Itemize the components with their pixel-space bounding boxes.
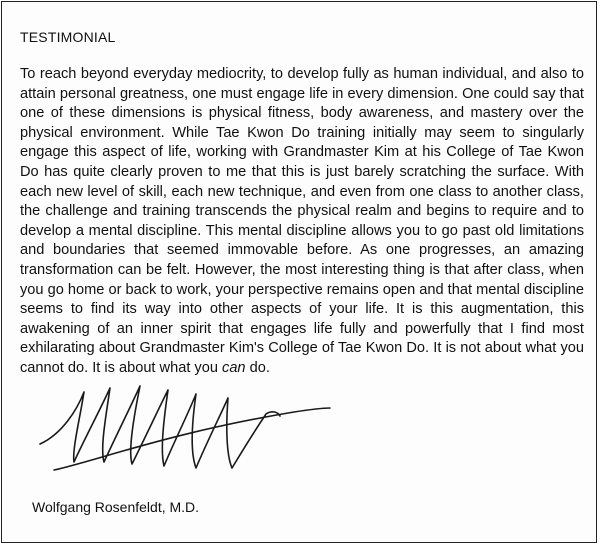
handwritten-signature <box>32 370 332 490</box>
testimonial-body-emphasis: can <box>222 359 246 376</box>
testimonial-heading: TESTIMONIAL <box>20 29 116 45</box>
testimonial-body <box>20 65 584 379</box>
testimonial-body-main: To reach beyond everyday mediocrity, to develop fully as human individual, and also to attain personal greatness, one must engage life in every dimension. One could say that one of these dimensions is physical fitness, body awareness, and mastery over the physical environment. While Tae Kwon Do training initially may seem to singularly engage this aspect of life, working with Grandmaster Kim at his College of Tae Kwon Do has quite clearly proven to me that this is just barely scratching the surface. With each new level of skill, each new technique, and even from one class to another class, the challenge and training transcends the physical realm and begins to require and to develop a mental discipline. This mental discipline allows you to go past old limitations and boundaries that seemed immovable before. As one progresses, an amazing transformation can be felt. However, the most interesting thing is that after class, when you go home or back to work, your perspective remains open and that mental discipline seems to find its way into other aspects of your life. It is this augmentation, this awakening of an inner spirit that engages life fully and powerfully that I find most exhilarating about Grandmaster Kim's College of Tae Kwon Do. It is not about what you cannot do. It is about what you <box>20 66 584 376</box>
signer-name: Wolfgang Rosenfeldt, M.D. <box>32 499 200 515</box>
testimonial-frame <box>1 1 597 543</box>
testimonial-body-end: do. <box>245 359 270 376</box>
